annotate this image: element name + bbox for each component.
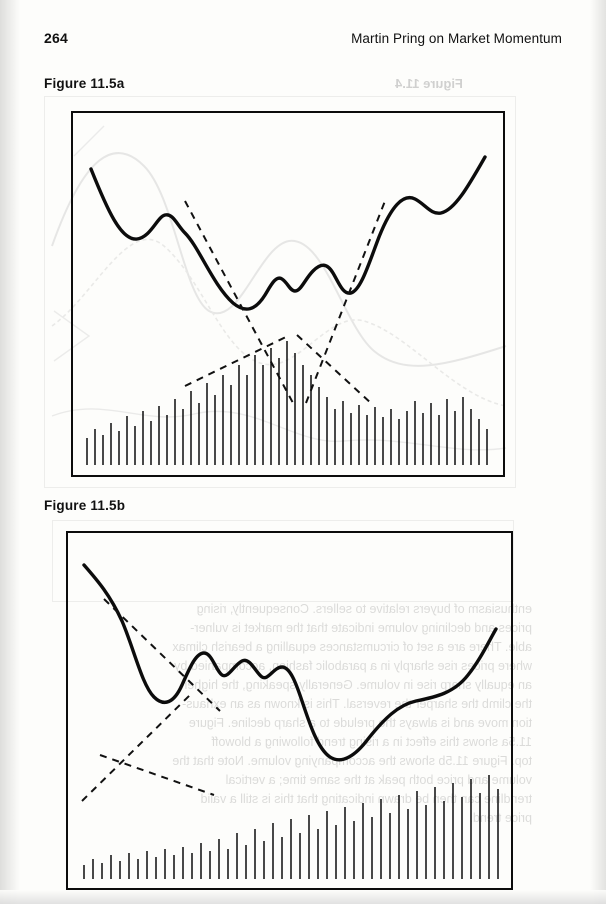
page-number: 264 <box>44 30 68 46</box>
showthrough-line: where prices rise sharply in a parabolic fashion, accompanied by <box>174 659 532 673</box>
showthrough-line: enthusiasm of buyers relative to sellers. Consequently, rising <box>196 602 532 616</box>
figure-caption-b: Figure 11.5b <box>44 498 126 513</box>
showthrough-line: the climb the sharper the reversal. This is known as an exhaus- <box>182 697 532 711</box>
volume-trendline-left-a <box>185 335 290 386</box>
figure-a-chart <box>73 113 503 475</box>
showthrough-line: able. There are a set of circumstances equalling a bearish climax <box>172 640 532 654</box>
showthrough-line: 11.5a shows this effect in a rising trend following a blowoff <box>211 735 532 749</box>
figure-b-chart <box>68 533 511 888</box>
trendline-up-a <box>306 201 385 403</box>
volume-bars-a <box>87 341 487 465</box>
trendline-up-b <box>82 695 190 801</box>
page-edge-right <box>590 0 606 904</box>
showthrough-line: volume and price both peak at the same time; a vertical <box>225 773 532 787</box>
showthrough-line: prices and declining volume indicate that the market is vulner- <box>190 621 532 635</box>
running-head: Martin Pring on Market Momentum <box>351 31 562 46</box>
page-edge-bottom <box>0 890 606 904</box>
figure-caption-a: Figure 11.5a <box>44 76 125 91</box>
showthrough-line: an equally sharp rise in volume. Generally speaking, the higher <box>183 678 532 692</box>
showthrough-figure-caption: Figure 11.4 <box>395 76 463 91</box>
showthrough-line: trendline can then be drawn indicating that this is still a valid <box>200 792 532 806</box>
showthrough-line: tion move and is always the prelude to a sharp decline. Figure <box>188 716 532 730</box>
volume-trendline-right-a <box>297 335 373 405</box>
page-header <box>44 30 562 50</box>
figure-a-frame <box>71 111 505 477</box>
showthrough-line: top. Figure 11.5b shows the accompanying volume. Note that the <box>172 754 532 768</box>
volume-bars-b <box>84 775 498 879</box>
showthrough-line: price trend. <box>469 811 532 825</box>
price-curve-a <box>91 157 485 309</box>
figure-b-frame <box>66 531 513 890</box>
trendline-cross-b <box>100 755 214 795</box>
page-edge-left <box>0 0 20 904</box>
price-curve-b <box>84 565 496 760</box>
